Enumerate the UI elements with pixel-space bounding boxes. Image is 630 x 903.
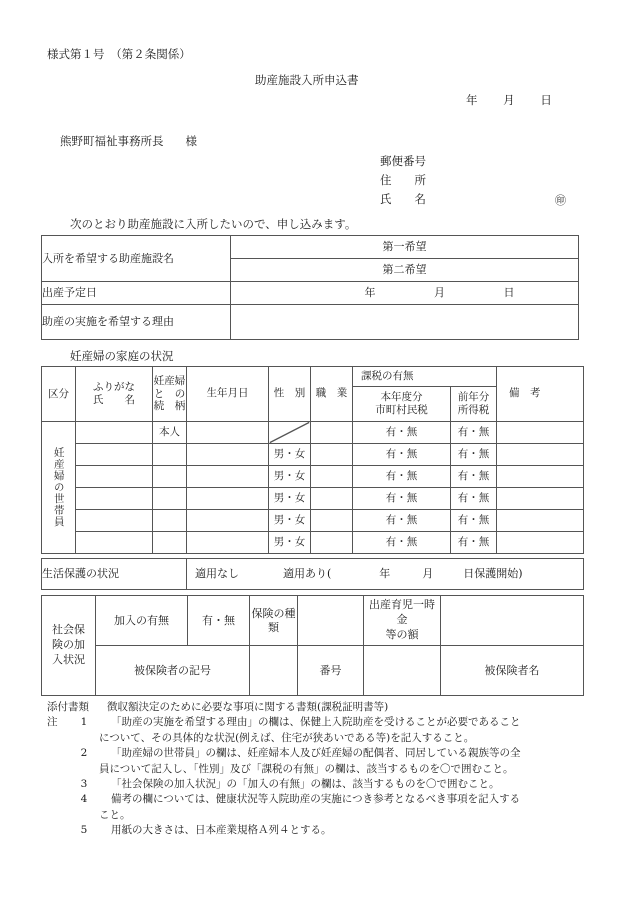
applicant-address-row <box>380 171 438 190</box>
member-occupation[interactable] <box>311 422 353 444</box>
intro-sentence: 次のとおり助産施設に入所したいので、申し込みます。 <box>70 217 357 231</box>
note-line: について、その具体的な状況(例えば、住宅が狭あいである等)を記入すること。 <box>99 731 475 744</box>
member-remarks[interactable] <box>497 510 584 532</box>
insurance-side-label: 社会保 険の加 入状況 <box>42 596 96 696</box>
due-date-cell[interactable] <box>231 282 579 305</box>
member-tax-previous[interactable]: 有・無 <box>451 532 497 554</box>
member-furigana-name[interactable] <box>76 422 153 444</box>
header-remarks: 備 考 <box>497 367 584 422</box>
insurance-type-label: 保険の種類 <box>250 596 298 646</box>
insurance-enrolled-label: 加入の有無 <box>96 596 188 646</box>
member-birthdate[interactable] <box>187 488 269 510</box>
member-occupation[interactable] <box>311 466 353 488</box>
member-tax-previous[interactable]: 有・無 <box>451 422 497 444</box>
household-table <box>41 366 584 554</box>
addressee-name: 熊野町福祉事務所長 <box>60 134 164 148</box>
member-gender[interactable]: 男・女 <box>269 444 311 466</box>
member-relation[interactable] <box>153 466 187 488</box>
table-row <box>42 466 584 488</box>
table-row <box>42 510 584 532</box>
welfare-option-applied[interactable]: 適用あり( <box>283 567 332 581</box>
member-tax-previous[interactable]: 有・無 <box>451 488 497 510</box>
note-line: 備考の欄については、健康状況等入院助産の実施につき参考となるべき事項を記入する <box>111 793 521 806</box>
submission-date-line <box>466 92 552 108</box>
member-birthdate[interactable] <box>187 422 269 444</box>
member-birthdate[interactable] <box>187 510 269 532</box>
member-occupation[interactable] <box>311 488 353 510</box>
due-date-label: 出産予定日 <box>42 282 231 305</box>
attachment-label: 添付書類 <box>47 701 89 713</box>
table-row <box>42 305 579 340</box>
table-row <box>42 532 584 554</box>
wish-table <box>41 235 579 340</box>
note-number: 4 <box>80 793 88 806</box>
member-tax-current[interactable]: 有・無 <box>353 532 451 554</box>
header-relation: 妊産婦 と の 続 柄 <box>153 367 187 422</box>
date-month-label: 月 <box>503 93 515 107</box>
member-furigana-name[interactable] <box>76 510 153 532</box>
note-item <box>47 823 607 838</box>
note-line: 員について記入し、「性別」及び「課税の有無」の欄は、該当するものを〇で囲むこと。 <box>99 762 514 775</box>
diagonal-strike-icon <box>269 422 310 443</box>
member-gender[interactable]: 男・女 <box>269 532 311 554</box>
due-year-label: 年 <box>364 286 376 300</box>
document-title: 助産施設入所申込書 <box>255 73 359 87</box>
household-section-heading: 妊産婦の家庭の状況 <box>70 349 174 363</box>
member-tax-current[interactable]: 有・無 <box>353 422 451 444</box>
note-line: 「社会保険の加入状況」の「加入の有無」の欄は、該当するものを〇で囲むこと。 <box>111 778 500 791</box>
insurance-type-value[interactable] <box>298 596 364 646</box>
note-line: 「助産婦の世帯員」の欄は、妊産婦本人及び妊産婦の配偶者、同居している親族等の全 <box>111 747 521 760</box>
note-item <box>47 746 607 777</box>
lump-sum-label: 出産育児一時金 等の額 <box>364 596 441 646</box>
applicant-postal-row <box>380 152 438 171</box>
welfare-option-none[interactable]: 適用なし <box>195 567 239 581</box>
reason-cell[interactable] <box>231 305 579 340</box>
insurance-table <box>41 595 584 696</box>
member-tax-previous[interactable]: 有・無 <box>451 466 497 488</box>
due-month-label: 月 <box>434 286 445 300</box>
date-year-label: 年 <box>466 93 478 107</box>
member-gender[interactable] <box>269 422 311 444</box>
header-birthdate: 生年月日 <box>187 367 269 422</box>
note-line: 「助産の実施を希望する理由」の欄は、保健上入院助産を受けることが必要であること <box>111 716 521 729</box>
member-birthdate[interactable] <box>187 532 269 554</box>
table-row <box>42 488 584 510</box>
welfare-status-label: 生活保護の状況 <box>42 559 187 590</box>
member-tax-previous[interactable]: 有・無 <box>451 444 497 466</box>
header-furigana-name: ふりがな 氏 名 <box>76 367 153 422</box>
address-label: 住 所 <box>380 173 426 187</box>
notes-label: 注 <box>47 716 58 729</box>
insured-number-label: 番号 <box>298 646 364 696</box>
welfare-status-cell[interactable] <box>187 559 584 590</box>
header-tax-group: 課税の有無 <box>353 367 497 387</box>
insured-name-label: 被保険者名 <box>441 646 584 696</box>
member-tax-current[interactable]: 有・無 <box>353 444 451 466</box>
member-relation[interactable] <box>153 488 187 510</box>
member-occupation[interactable] <box>311 532 353 554</box>
lump-sum-value[interactable] <box>441 596 584 646</box>
table-row <box>42 236 579 259</box>
table-row <box>42 444 584 466</box>
member-relation[interactable] <box>153 532 187 554</box>
member-remarks[interactable] <box>497 444 584 466</box>
reason-label: 助産の実施を希望する理由 <box>42 305 231 340</box>
header-tax-previous: 前年分 所得税 <box>451 387 497 422</box>
member-remarks[interactable] <box>497 488 584 510</box>
header-category: 区分 <box>42 367 76 422</box>
member-tax-current[interactable]: 有・無 <box>353 466 451 488</box>
note-number: 1 <box>80 716 88 729</box>
note-line: 用紙の大きさは、日本産業規格Ａ列４とする。 <box>111 824 332 837</box>
welfare-status-table <box>41 558 584 590</box>
insured-number-value[interactable] <box>364 646 441 696</box>
member-remarks[interactable] <box>497 422 584 444</box>
member-gender[interactable]: 男・女 <box>269 488 311 510</box>
member-relation[interactable] <box>153 510 187 532</box>
header-gender: 性 別 <box>269 367 311 422</box>
member-gender[interactable]: 男・女 <box>269 466 311 488</box>
insured-symbol-value[interactable] <box>250 646 298 696</box>
postal-code-label: 郵便番号 <box>380 154 426 168</box>
table-row <box>42 646 584 696</box>
member-tax-current[interactable]: 有・無 <box>353 510 451 532</box>
member-remarks[interactable] <box>497 466 584 488</box>
member-relation[interactable]: 本人 <box>153 422 187 444</box>
header-tax-current: 本年度分 市町村民税 <box>353 387 451 422</box>
note-item <box>47 792 607 823</box>
date-day-label: 日 <box>540 93 552 107</box>
addressee <box>60 133 197 149</box>
member-furigana-name[interactable] <box>76 444 153 466</box>
table-row <box>42 596 584 646</box>
insured-symbol-label: 被保険者の記号 <box>96 646 250 696</box>
welfare-day-label: 日保護開始) <box>463 567 523 581</box>
member-furigana-name[interactable] <box>76 488 153 510</box>
note-line: こと。 <box>99 808 131 821</box>
member-remarks[interactable] <box>497 532 584 554</box>
note-item <box>47 777 607 792</box>
member-occupation[interactable] <box>311 444 353 466</box>
note-number: 2 <box>80 747 88 760</box>
due-day-label: 日 <box>503 286 515 300</box>
member-relation[interactable] <box>153 444 187 466</box>
note-number: 3 <box>80 778 88 791</box>
member-tax-previous[interactable]: 有・無 <box>451 510 497 532</box>
applicant-name-row <box>380 190 566 209</box>
welfare-year-label: 年 <box>379 567 391 581</box>
table-row <box>42 422 584 444</box>
header-occupation: 職 業 <box>311 367 353 422</box>
applicant-block <box>380 152 566 209</box>
form-number: 様式第１号 （第２条関係） <box>47 47 191 61</box>
table-row <box>42 282 579 305</box>
member-birthdate[interactable] <box>187 466 269 488</box>
addressee-honorific: 様 <box>185 134 197 148</box>
attachment-text: 徴収額決定のために必要な事項に関する書類(課税証明書等) <box>107 701 389 713</box>
second-choice-cell[interactable]: 第二希望 <box>231 259 579 282</box>
footer-notes <box>47 700 607 839</box>
welfare-month-label: 月 <box>422 567 434 581</box>
member-furigana-name[interactable] <box>76 466 153 488</box>
note-item <box>47 715 607 746</box>
seal-icon: ㊞ <box>555 194 566 207</box>
table-row <box>42 559 584 590</box>
facility-wish-label: 入所を希望する助産施設名 <box>42 236 231 282</box>
table-header-row <box>42 367 584 387</box>
household-side-label: 妊産婦の世帯員 <box>42 422 76 554</box>
attachment-line <box>47 700 607 715</box>
member-occupation[interactable] <box>311 510 353 532</box>
first-choice-cell[interactable]: 第一希望 <box>231 236 579 259</box>
member-tax-current[interactable]: 有・無 <box>353 488 451 510</box>
member-furigana-name[interactable] <box>76 532 153 554</box>
note-number: 5 <box>80 824 88 837</box>
insurance-enrolled-value[interactable]: 有・無 <box>188 596 250 646</box>
member-birthdate[interactable] <box>187 444 269 466</box>
member-gender[interactable]: 男・女 <box>269 510 311 532</box>
name-label: 氏 名 <box>380 192 426 206</box>
